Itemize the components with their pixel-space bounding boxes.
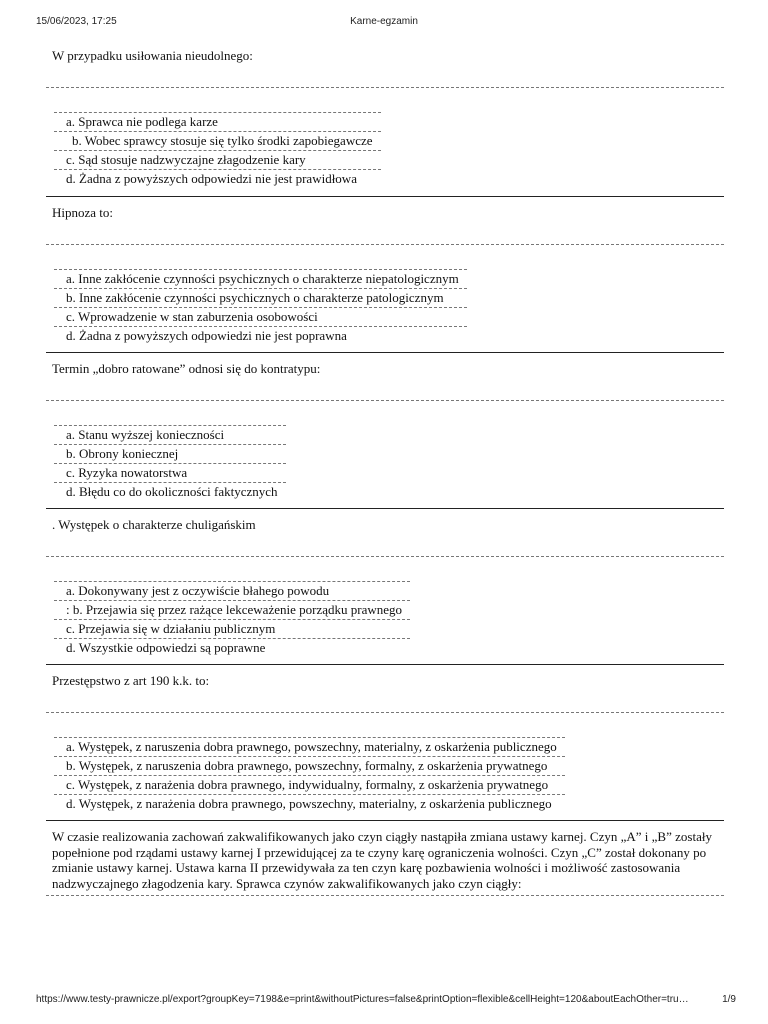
print-date: 15/06/2023, 17:25 [36,16,117,27]
answer-options [54,737,565,813]
question-block [46,665,724,821]
question-block [46,197,724,353]
answer-separator [46,400,724,401]
answer-option[interactable]: a. Występek, z naruszenia dobra prawnego, powszechny, materialny, z oskarżenia publicznego [54,738,565,757]
answer-option[interactable]: d. Żadna z powyższych odpowiedzi nie jest poprawna [66,328,347,343]
answer-option[interactable]: c. Występek, z narażenia dobra prawnego, indywidualny, formalny, z oskarżenia prywatnego [54,776,565,795]
question-block [46,353,724,509]
answer-option[interactable]: c. Sąd stosuje nadzwyczajne złagodzenie kary [54,151,381,170]
page-number: 1/9 [722,994,736,1005]
answer-option[interactable]: c. Wprowadzenie w stan zaburzenia osobowości [54,308,467,327]
answer-options [54,581,410,657]
question-text: Termin „dobro ratowane” odnosi się do kontratypu: [52,361,321,376]
answer-option[interactable]: d. Występek, z narażenia dobra prawnego, powszechny, materialny, z oskarżenia publicznego [66,796,552,811]
question-block [46,509,724,665]
question-block [46,40,724,197]
answer-separator [46,712,724,713]
question-block [46,821,724,896]
answer-separator [46,244,724,245]
answer-option[interactable]: : b. Przejawia się przez rażące lekceważenie porządku prawnego [54,601,410,620]
answer-options [54,269,467,345]
question-text: Hipnoza to: [52,205,114,220]
page-url: https://www.testy-prawnicze.pl/export?groupKey=7198&e=print&withoutPictures=false&printOption=flexible&cellHeight=120&aboutEachOther=tru… [36,994,689,1005]
answer-option[interactable]: c. Ryzyka nowatorstwa [54,464,286,483]
answer-option[interactable]: a. Sprawca nie podlega karze [54,113,381,132]
answer-option[interactable]: d. Wszystkie odpowiedzi są poprawne [66,640,266,655]
exam-content [46,40,724,896]
answer-option[interactable]: d. Błędu co do okoliczności faktycznych [66,484,278,499]
answer-separator [46,87,724,88]
question-text: W przypadku usiłowania nieudolnego: [52,48,253,63]
answer-option[interactable]: c. Przejawia się w działaniu publicznym [54,620,410,639]
answer-option[interactable]: b. Występek, z naruszenia dobra prawnego, powszechny, formalny, z oskarżenia prywatnego [54,757,565,776]
question-text: . Występek o charakterze chuligańskim [52,517,256,532]
answer-option[interactable]: b. Wobec sprawcy stosuje się tylko środki zapobiegawcze [54,132,381,151]
answer-separator [46,556,724,557]
answer-option[interactable]: a. Stanu wyższej konieczności [54,426,286,445]
answer-options [54,425,286,501]
answer-option[interactable]: b. Obrony koniecznej [54,445,286,464]
print-title: Karne-egzamin [350,16,418,27]
answer-separator [46,895,724,896]
answer-option[interactable]: a. Dokonywany jest z oczywiście błahego powodu [54,582,410,601]
answer-option[interactable]: a. Inne zakłócenie czynności psychicznych o charakterze niepatologicznym [54,270,467,289]
answer-option[interactable]: b. Inne zakłócenie czynności psychicznych o charakterze patologicznym [54,289,467,308]
question-text: Przestępstwo z art 190 k.k. to: [52,673,210,688]
answer-options [54,112,381,188]
answer-option[interactable]: d. Żadna z powyższych odpowiedzi nie jest prawidłowa [66,171,357,186]
question-text: W czasie realizowania zachowań zakwalifikowanych jako czyn ciągły nastąpiła zmiana ustawy karnej. Czyn „A” i „B” zostały popełnione pod rządami ustawy karnej I przewidującej za te czyny karę ograniczenia wolności. Czyn „C” został dokonany po zmianie ustawy karnej. Ustawa karna II przewidywała za ten czyn karę pozbawienia wolności i możliwość zastosowania nadzwyczajnego złagodzenia kary. Sprawca czynów zakwalifikowanych jako czyn ciągły: [52,829,712,891]
